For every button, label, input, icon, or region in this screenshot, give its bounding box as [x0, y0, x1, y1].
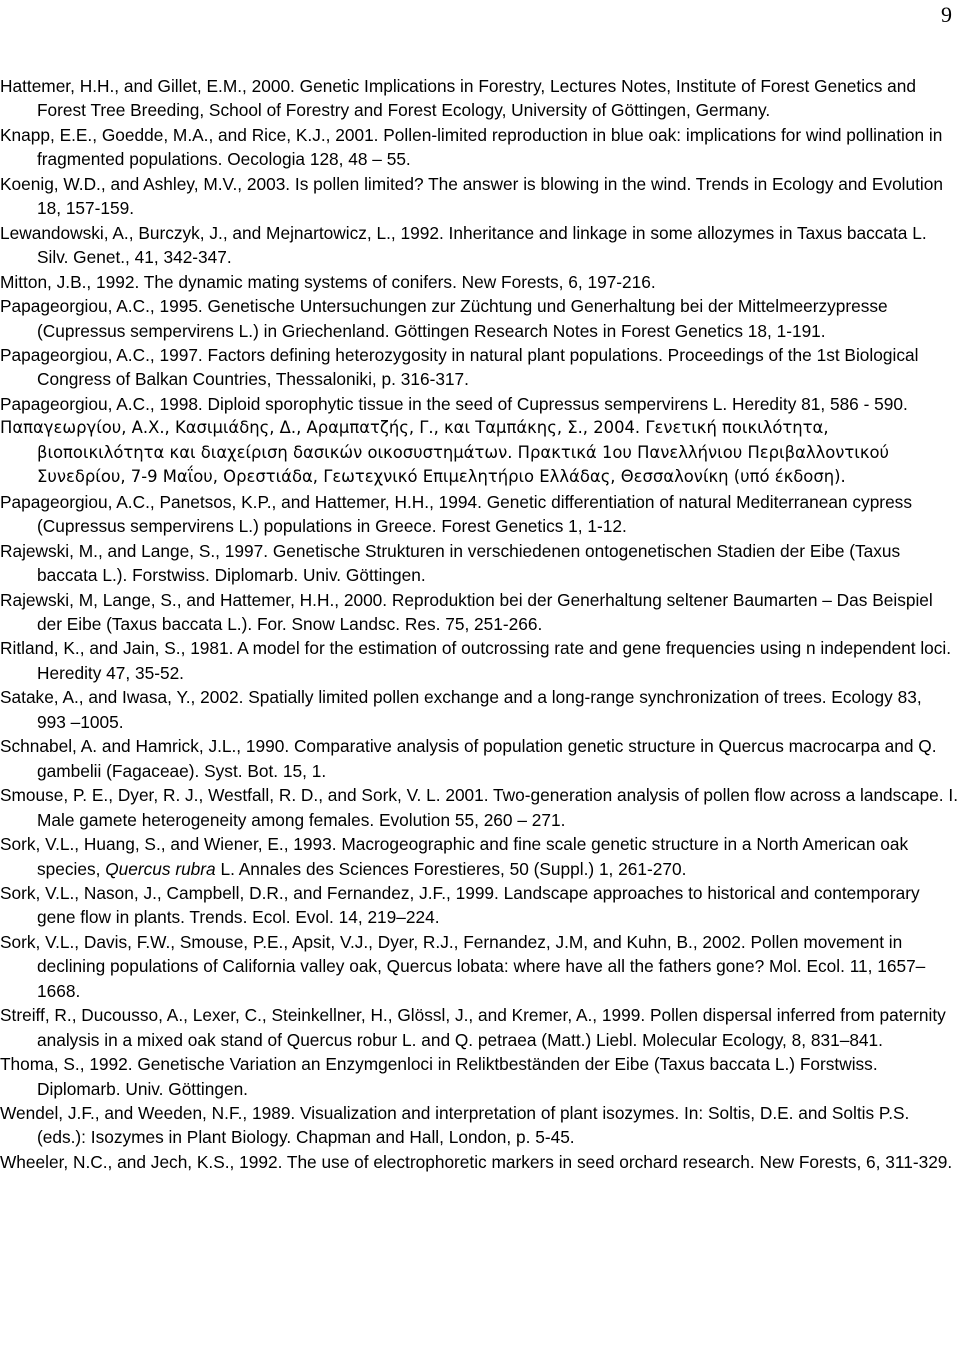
reference-entry [0, 221, 958, 270]
reference-text: Lewandowski, A., Burczyk, J., and Mejnartowicz, L., 1992. Inheritance and linkage in some allozymes in Taxus baccata L. Silv. Genet., 41, 342-347. [0, 222, 927, 268]
reference-entry [0, 930, 958, 1003]
reference-text: Sork, V.L., Nason, J., Campbell, D.R., and Fernandez, J.F., 1999. Landscape approaches to historical and contemporary gene flow in plants. Trends. Ecol. Evol. 14, 219–224. [0, 882, 920, 928]
reference-text: Rajewski, M, Lange, S., and Hattemer, H.H., 2000. Reproduktion bei der Generhaltung seltener Baumarten – Das Beispiel der Eibe (Taxus baccata L.). For. Snow Landsc. Res. 75, 251-266. [0, 589, 933, 634]
reference-text: Wendel, J.F., and Weeden, N.F., 1989. Visualization and interpretation of plant isozymes. In: Soltis, D.E. and Soltis P.S. (eds.): Isozymes in Plant Biology. Chapman and Hall, London, p. 5-45. [0, 1103, 910, 1148]
reference-entry [0, 1052, 958, 1101]
reference-text: Papageorgiou, A.C., 1997. Factors defining heterozygosity in natural plant populations. Proceedings of the 1st Biological Congress of Balkan Countries, Thessaloniki, p. 316-317. [0, 344, 919, 390]
reference-entry [0, 490, 958, 539]
reference-entry [0, 172, 958, 221]
reference-entry [0, 1101, 958, 1150]
reference-text: Schnabel, A. and Hamrick, J.L., 1990. Comparative analysis of population genetic structure in Quercus macrocarpa and Q. gambelii (Fagaceae). Syst. Bot. 15, 1. [0, 736, 937, 781]
reference-text: Satake, A., and Iwasa, Y., 2002. Spatially limited pollen exchange and a long-range synchronization of trees. Ecology 83, 993 –1005. [0, 687, 922, 732]
reference-entry [0, 1003, 958, 1052]
reference-text-continued: L. Annales des Sciences Forestieres, 50 (Suppl.) 1, 261-270. [215, 858, 687, 879]
reference-entry [0, 294, 958, 343]
reference-text: Hattemer, H.H., and Gillet, E.M., 2000. Genetic Implications in Forestry, Lectures Notes, Institute of Forest Genetics and Forest Tree Breeding, School of Forestry and Forest Ecology, University of Göttingen, Germany. [0, 76, 916, 121]
reference-entry [0, 270, 958, 294]
reference-entry [0, 685, 958, 734]
reference-text: Sork, V.L., Davis, F.W., Smouse, P.E., Apsit, V.J., Dyer, R.J., Fernandez, J.M, and Kuhn, B., 2002. Pollen movement in declining populations of California valley oak, Quercus lobata: where have all the fathers gone? Mol. Ecol. 11, 1657–1668. [0, 931, 926, 1001]
reference-text: Rajewski, M., and Lange, S., 1997. Genetische Strukturen in verschiedenen ontogenetischen Stadien der Eibe (Taxus baccata L.). Forstwiss. Diplomarb. Univ. Göttingen. [0, 540, 901, 586]
reference-entry [0, 123, 958, 172]
reference-entry [0, 588, 958, 637]
reference-text: Ritland, K., and Jain, S., 1981. A model for the estimation of outcrossing rate and gene frequencies using n independent loci. Heredity 47, 35-52. [0, 638, 952, 683]
reference-entry [0, 1150, 958, 1174]
reference-text: Papageorgiou, A.C., 1995. Genetische Untersuchungen zur Züchtung und Generhaltung bei der Mittelmeerzypresse (Cupressus sempervirens L.) in Griechenland. Göttingen Research Notes in Forest Genetics 18, 1-191. [0, 296, 888, 341]
reference-text: Thoma, S., 1992. Genetische Variation an Enzymgenloci in Reliktbeständen der Eibe (Taxus baccata L.) Forstwiss. Diplomarb. Univ. Göttingen. [0, 1054, 878, 1099]
reference-text: Sork, V.L., Huang, S., and Wiener, E., 1993. Macrogeographic and fine scale genetic structure in a North American oak species, [0, 834, 909, 879]
reference-entry [0, 881, 958, 930]
reference-text: Streiff, R., Ducousso, A., Lexer, C., Steinkellner, H., Glössl, J., and Kremer, A., 1999. Pollen dispersal inferred from paternity analysis in a mixed oak stand of Quercus robur L. and Q. petraea (Matt.) Liebl. Molecular Ecology, 8, 831–841. [0, 1005, 946, 1050]
reference-entry [0, 416, 958, 489]
reference-text: Papageorgiou, A.C., 1998. Diploid sporophytic tissue in the seed of Cupressus sempervirens L. Heredity 81, 586 - 590. [0, 393, 908, 414]
reference-entry [0, 343, 958, 392]
reference-list [0, 74, 958, 1174]
reference-text: Wheeler, N.C., and Jech, K.S., 1992. The use of electrophoretic markers in seed orchard research. New Forests, 6, 311-329. [0, 1151, 953, 1172]
reference-text: Papageorgiou, A.C., Panetsos, K.P., and Hattemer, H.H., 1994. Genetic differentiation of natural Mediterranean cypress (Cupressus sempervirens L.) populations in Greece. Forest Genetics 1, 1-12. [0, 491, 912, 537]
reference-text: Knapp, E.E., Goedde, M.A., and Rice, K.J., 2001. Pollen-limited reproduction in blue oak: implications for wind pollination in fragmented populations. Oecologia 128, 48 – 55. [0, 124, 943, 170]
reference-entry [0, 74, 958, 123]
reference-entry [0, 832, 958, 881]
reference-entry [0, 734, 958, 783]
reference-entry [0, 636, 958, 685]
page-number: 9 [941, 2, 952, 27]
reference-text: Smouse, P. E., Dyer, R. J., Westfall, R. D., and Sork, V. L. 2001. Two-generation analysis of pollen flow across a landscape. I. Male gamete heterogeneity among females. Evolution 55, 260 – 271. [0, 785, 958, 830]
reference-italic-text: Quercus rubra [105, 858, 216, 879]
reference-text: Koenig, W.D., and Ashley, M.V., 2003. Is pollen limited? The answer is blowing in the wind. Trends in Ecology and Evolution 18, 157-159. [0, 173, 943, 219]
reference-text: Mitton, J.B., 1992. The dynamic mating systems of conifers. New Forests, 6, 197-216. [0, 271, 656, 292]
reference-text: Παπαγεωργίου, Α.Χ., Κασιμιάδης, Δ., Αραμπατζής, Γ., και Ταμπάκης, Σ., 2004. Γενετική ποικιλότητα, βιοποικιλότητα και διαχείριση δασικών οικοσυστημάτων. Πρακτικά 1ου Πανελλήνιου Περιβαλλοντικού Συνεδρίου, 7-9 Μαΐου, Ορεστιάδα, Γεωτεχνικό Επιμελητήριο Ελλάδας, Θεσσαλονίκη (υπό έκδοση). [0, 418, 890, 487]
reference-entry [0, 392, 958, 416]
reference-entry [0, 539, 958, 588]
reference-entry [0, 783, 958, 832]
